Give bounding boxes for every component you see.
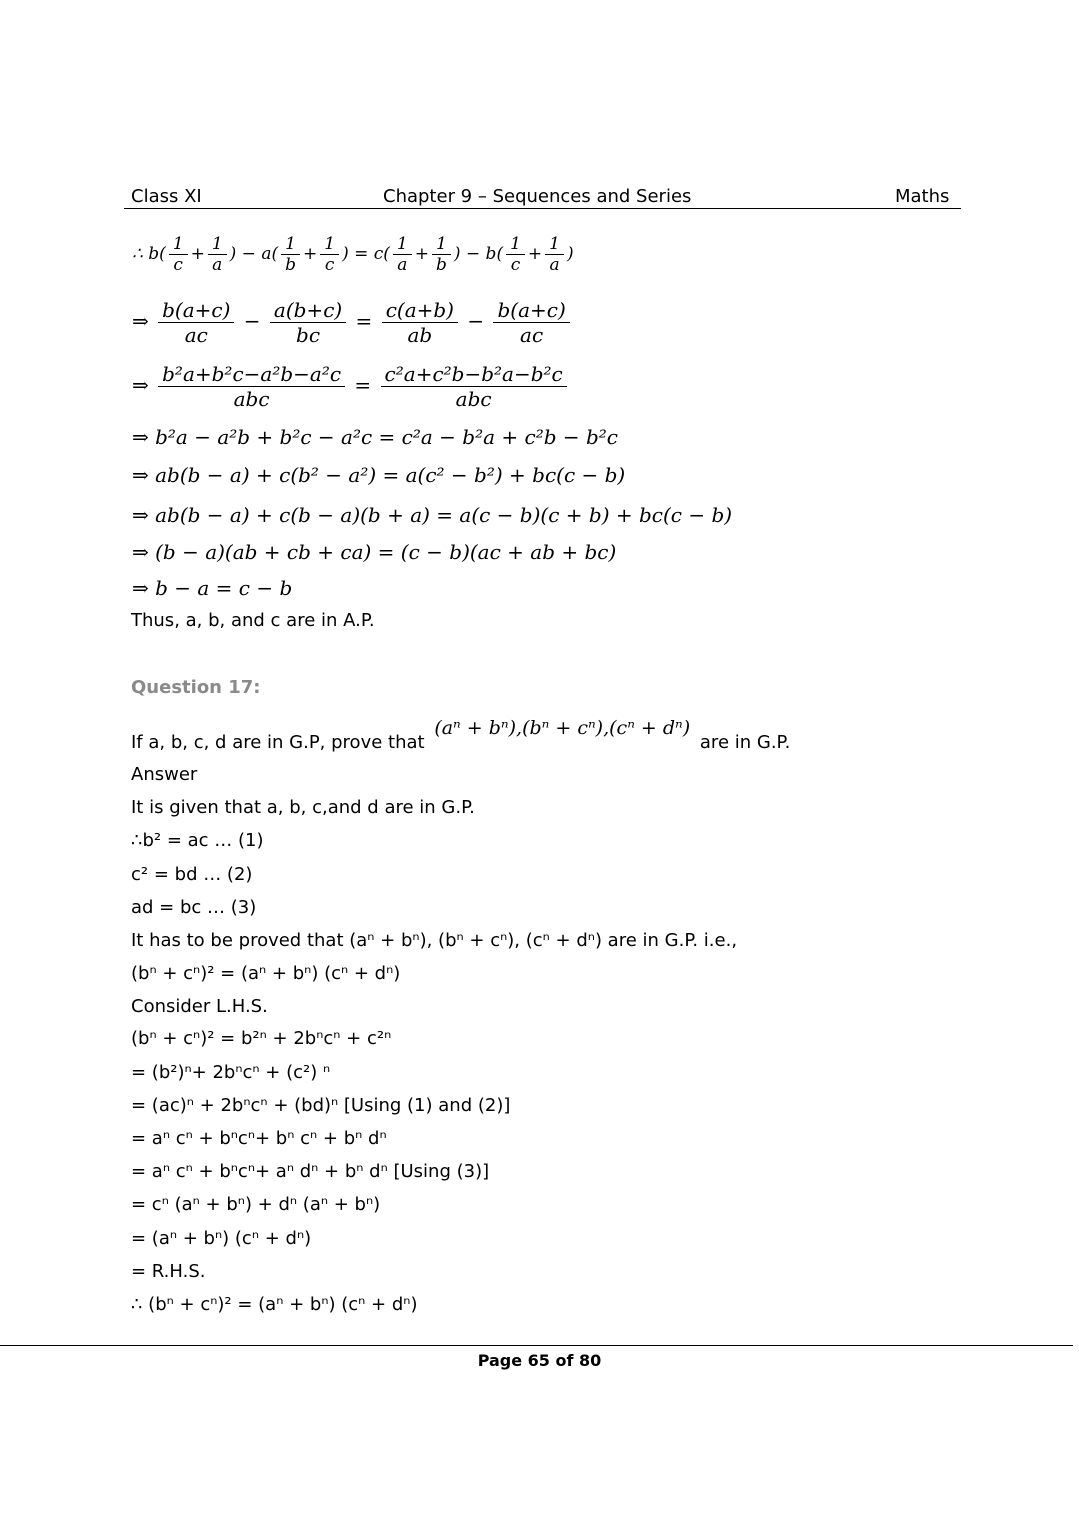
- line-to-prove-2: (bⁿ + cⁿ)² = (aⁿ + bⁿ) (cⁿ + dⁿ): [131, 963, 401, 984]
- line-given: It is given that a, b, c,and d are in G.P.: [131, 797, 475, 818]
- line-step-2: = (b²)ⁿ+ 2bⁿcⁿ + (c²) ⁿ: [131, 1062, 331, 1083]
- line-step-4: = aⁿ cⁿ + bⁿcⁿ+ bⁿ cⁿ + bⁿ dⁿ: [131, 1128, 387, 1149]
- question-title: Question 17:: [131, 677, 261, 698]
- footer-rule: [0, 1345, 1073, 1346]
- conclusion-text: Thus, a, b, and c are in A.P.: [131, 610, 375, 631]
- line-step-5: = aⁿ cⁿ + bⁿcⁿ+ aⁿ dⁿ + bⁿ dⁿ [Using (3)]: [131, 1161, 490, 1182]
- page-number: Page 65 of 80: [477, 1351, 602, 1370]
- header-subject: Maths: [895, 186, 950, 207]
- math-line-8: ⇒ b − a = c − b: [132, 576, 293, 600]
- math-line-1: ∴ b( $\frac{1}{c}$ + $\frac{1}{a}$ ) − a( $\frac{1}{b}$ + $\frac{1}{c}$ ) = c( $\frac{1}{a}$ + $\frac{1}{b}$ ) − b( $\frac{1}{c}$ + $\frac{1}{a}$ ): [132, 234, 574, 275]
- line-step-9: ∴ (bⁿ + cⁿ)² = (aⁿ + bⁿ) (cⁿ + dⁿ): [131, 1294, 418, 1315]
- math-line-6: ⇒ ab(b − a) + c(b − a)(b + a) = a(c − b)(c + b) + bc(c − b): [132, 503, 733, 527]
- line-eq2: c² = bd … (2): [131, 864, 253, 885]
- line-step-3: = (ac)ⁿ + 2bⁿcⁿ + (bd)ⁿ [Using (1) and (2)]: [131, 1095, 511, 1116]
- line-to-prove: It has to be proved that (aⁿ + bⁿ), (bⁿ + cⁿ), (cⁿ + dⁿ) are in G.P. i.e.,: [131, 930, 738, 951]
- line-step-8: = R.H.S.: [131, 1261, 206, 1282]
- header-rule: [124, 208, 961, 209]
- answer-label: Answer: [131, 764, 198, 785]
- math-line-4: ⇒ b²a − a²b + b²c − a²c = c²a − b²a + c²b − b²c: [132, 425, 619, 449]
- gp-expression: (aⁿ + bⁿ),(bⁿ + cⁿ),(cⁿ + dⁿ): [434, 717, 691, 739]
- line-step-1: (bⁿ + cⁿ)² = b²ⁿ + 2bⁿcⁿ + c²ⁿ: [131, 1028, 392, 1049]
- prompt-post: are in G.P.: [699, 732, 791, 753]
- line-consider: Consider L.H.S.: [131, 996, 268, 1017]
- line-eq1: ∴b² = ac … (1): [131, 830, 264, 851]
- prompt-pre: If a, b, c, d are in G.P, prove that: [131, 732, 425, 753]
- line-step-6: = cⁿ (aⁿ + bⁿ) + dⁿ (aⁿ + bⁿ): [131, 1194, 381, 1215]
- question-prompt: [131, 717, 791, 753]
- header-chapter: Chapter 9 – Sequences and Series: [383, 186, 692, 207]
- math-line-2: ⇒ $\frac{b(a+c)}{ac}$ − $\frac{a(b+c)}{bc}$ = $\frac{c(a+b)}{ab}$ − $\frac{b(a+c)}{ac}$: [132, 298, 573, 347]
- header-class: Class XI: [131, 186, 202, 207]
- math-line-5: ⇒ ab(b − a) + c(b² − a²) = a(c² − b²) + bc(c − b): [132, 463, 626, 487]
- math-line-3: ⇒ $\frac{\text{b²a+b²c−a²b−a²c}}{\text{abc}}$ = $\frac{\text{c²a+c²b−b²a−b²c}}{\text{abc}}$: [132, 362, 570, 411]
- line-step-7: = (aⁿ + bⁿ) (cⁿ + dⁿ): [131, 1228, 312, 1249]
- math-line-7: ⇒ (b − a)(ab + cb + ca) = (c − b)(ac + ab + bc): [132, 540, 617, 564]
- line-eq3: ad = bc … (3): [131, 897, 257, 918]
